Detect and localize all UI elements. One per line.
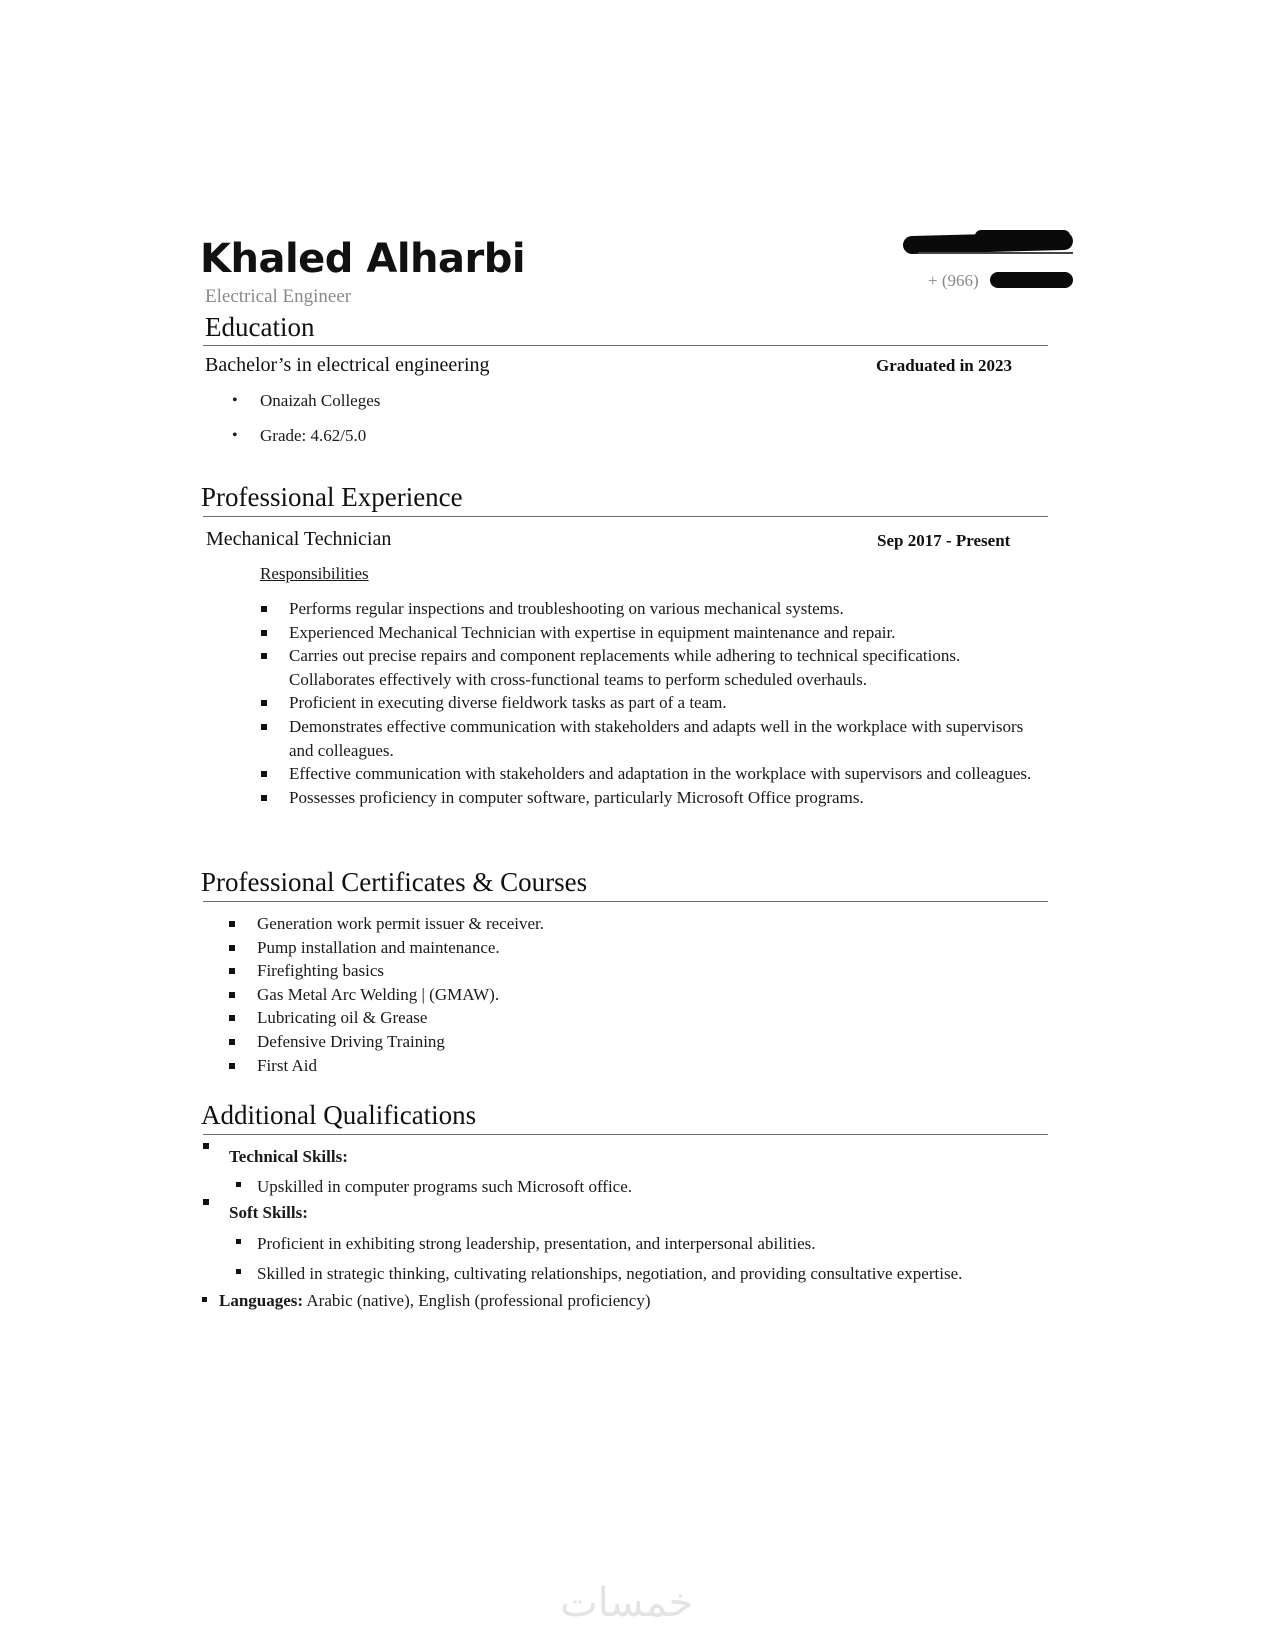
list-item: Generation work permit issuer & receiver.: [257, 912, 957, 936]
soft-skill-item: Proficient in exhibiting strong leadership, presentation, and interpersonal abilities.: [257, 1234, 816, 1253]
list-item: Pump installation and maintenance.: [257, 936, 957, 960]
candidate-name: Khaled Alharbi: [200, 236, 526, 282]
list-item: Effective communication with stakeholders and adaptation in the workplace with supervisors and colleagues.: [289, 762, 1049, 786]
list-item: Demonstrates effective communication with stakeholders and adapts well in the workplace with supervisors and colleagues.: [289, 715, 1049, 762]
responsibilities-list: [289, 597, 1049, 809]
list-item: • Grade: 4.62/5.0: [260, 424, 860, 459]
experience-heading: Professional Experience: [201, 482, 463, 512]
bullet: [203, 1199, 209, 1205]
certificates-list: [257, 912, 957, 1077]
divider: [918, 252, 1073, 254]
education-date: Graduated in 2023: [876, 356, 1013, 375]
section-rule: [203, 1134, 1048, 1135]
education-list: [260, 389, 860, 459]
list-item: Experienced Mechanical Technician with expertise in equipment maintenance and repair.: [289, 621, 1049, 645]
job-date: Sep 2017 - Present: [877, 531, 1011, 550]
job-title: Mechanical Technician: [206, 528, 392, 550]
bullet: [236, 1182, 241, 1187]
certificates-heading: Professional Certificates & Courses: [201, 867, 588, 897]
languages-line: [219, 1289, 651, 1313]
list-item: Gas Metal Arc Welding | (GMAW).: [257, 983, 957, 1007]
list-item: • Onaizah Colleges: [260, 389, 860, 424]
education-heading: Education: [205, 312, 315, 342]
list-item: Defensive Driving Training: [257, 1030, 957, 1054]
list-item: First Aid: [257, 1054, 957, 1078]
soft-skill-item: Skilled in strategic thinking, cultivating relationships, negotiation, and providing consultative expertise.: [257, 1264, 963, 1283]
bullet: [236, 1239, 241, 1244]
soft-skills-label: Soft Skills:: [229, 1203, 308, 1222]
list-item: Lubricating oil & Grease: [257, 1006, 957, 1030]
list-item: Firefighting basics: [257, 959, 957, 983]
responsibilities-label: Responsibilities: [260, 564, 369, 583]
bullet: [236, 1269, 241, 1274]
phone-prefix: + (966): [928, 271, 979, 290]
technical-skills-label: Technical Skills:: [229, 1147, 348, 1166]
section-rule: [203, 901, 1048, 902]
bullet: [202, 1297, 207, 1302]
redaction-mark: [975, 230, 1070, 242]
list-item: Performs regular inspections and troubleshooting on various mechanical systems.: [289, 597, 1049, 621]
section-rule: [203, 516, 1048, 517]
candidate-title: Electrical Engineer: [205, 286, 352, 307]
languages-value: Arabic (native), English (professional proficiency): [306, 1291, 651, 1310]
qualifications-heading: Additional Qualifications: [201, 1100, 477, 1130]
list-item: Carries out precise repairs and component replacements while adhering to technical specifications. Collaborates effectively with cross-functional teams to perform scheduled overhauls.: [289, 644, 1049, 691]
languages-label: Languages:: [219, 1291, 304, 1310]
bullet: [203, 1143, 209, 1149]
redaction-mark: [990, 272, 1073, 288]
technical-skill-item: Upskilled in computer programs such Microsoft office.: [257, 1177, 633, 1196]
watermark-logo: خمسات: [560, 1580, 694, 1626]
degree-title: Bachelor’s in electrical engineering: [205, 354, 490, 376]
section-rule: [203, 345, 1048, 346]
list-item: Possesses proficiency in computer software, particularly Microsoft Office programs.: [289, 786, 1049, 810]
list-item: Proficient in executing diverse fieldwork tasks as part of a team.: [289, 691, 1049, 715]
